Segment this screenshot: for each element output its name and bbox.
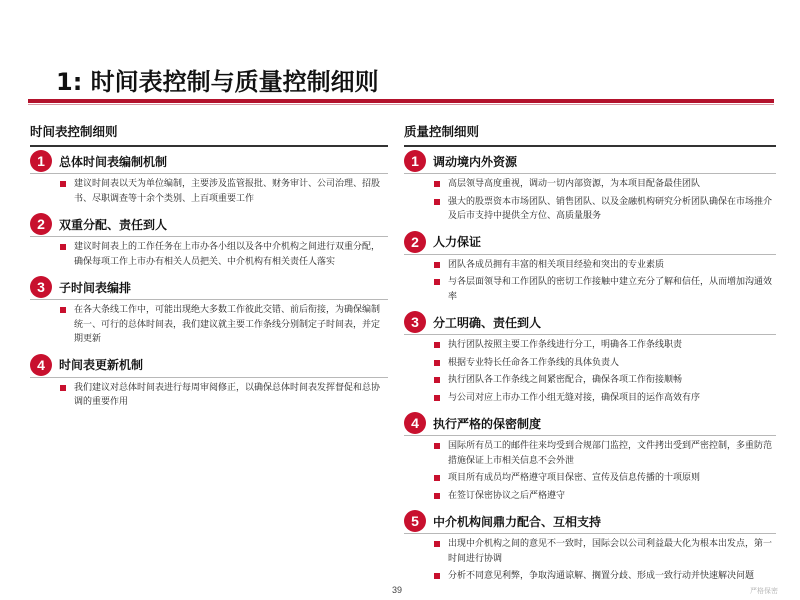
section-list [30,149,388,416]
bullet-list [404,534,776,590]
section-title: 人力保证 [433,235,482,249]
section [30,149,388,212]
section-number-badge: 4 [404,412,426,434]
square-bullet-icon [434,181,440,187]
bullet-item [432,356,776,371]
bullet-list [404,174,776,230]
section [404,310,776,411]
section-number-badge: 5 [404,510,426,532]
square-bullet-icon [434,443,440,449]
bullet-text: 出现中介机构之间的意见不一致时，国际会以公司利益最大化为根本出发点，第一时间进行协调 [448,539,773,564]
square-bullet-icon [434,342,440,348]
bullet-item [58,177,388,206]
bullet-item [58,240,388,269]
section [30,212,388,275]
bullet-text: 建议时间表上的工作任务在上市办各小组以及各中介机构之间进行双重分配，确保每项工作上市办有相关人员把关、中介机构有相关责任人落实 [74,242,381,267]
square-bullet-icon [60,385,66,391]
title-underline-shadow [28,104,774,105]
confidential-stamp: 严格保密 [750,587,778,595]
bullet-text: 建议时间表以天为单位编制，主要涉及监管报批、财务审计、公司治理、招股书、尽职调查等十余个类别、上百项重要工作 [74,179,381,204]
bullet-item [432,391,776,406]
square-bullet-icon [434,395,440,401]
section [30,353,388,416]
column-header-rule [404,145,776,147]
bullet-text: 高层领导高度重视，调动一切内部资源，为本项目配备最佳团队 [448,179,701,189]
bullet-item [58,381,388,410]
bullet-text: 执行团队各工作条线之间紧密配合，确保各项工作衔接顺畅 [448,375,683,385]
bullet-item [432,471,776,486]
column-header: 时间表控制细则 [30,124,118,139]
bullet-text: 与公司对应上市办工作小组无缝对接，确保项目的运作高效有序 [448,392,701,403]
section [404,509,776,590]
bullet-list [404,255,776,311]
square-bullet-icon [60,307,66,313]
square-bullet-icon [434,360,440,366]
section-title: 分工明确、责任到人 [433,315,542,330]
bullet-item [432,537,776,566]
section-title: 时间表更新机制 [59,358,144,372]
section [404,230,776,311]
column-header: 质量控制细则 [404,124,480,139]
section-header [404,230,776,254]
section-header [30,275,388,299]
section-number-badge: 2 [404,231,426,253]
section-list [404,149,776,590]
bullet-list [30,300,388,353]
section [404,411,776,509]
square-bullet-icon [434,573,440,579]
section-header [404,310,776,334]
bullet-list [30,237,388,275]
quality-control-column [404,118,776,590]
section-number-badge: 3 [404,311,426,333]
column-header-rule [30,145,388,147]
square-bullet-icon [434,475,440,481]
section-number-badge: 1 [404,150,426,172]
bullet-text: 团队各成员拥有丰富的相关项目经验和突出的专业素质 [448,259,665,270]
bullet-text: 分析不同意见利弊，争取沟通谅解、搁置分歧、形成一致行动并快速解决问题 [448,571,755,581]
section-title: 中介机构间鼎力配合、互相支持 [433,514,602,529]
page-number: 39 [392,585,403,595]
bullet-item [432,373,776,388]
square-bullet-icon [434,199,440,205]
bullet-item [432,489,776,504]
bullet-text: 我们建议对总体时间表进行每周审阅修正，以确保总体时间表发挥督促和总协调的重要作用 [74,382,381,407]
bullet-item [432,177,776,192]
square-bullet-icon [60,181,66,187]
bullet-text: 与各层面领导和工作团队的密切工作接触中建立充分了解和信任，从而增加沟通效率 [448,277,773,302]
bullet-item [432,569,776,584]
square-bullet-icon [434,377,440,383]
bullet-item [432,439,776,468]
bullet-list [404,436,776,509]
bullet-list [404,335,776,411]
square-bullet-icon [434,279,440,285]
bullet-text: 根据专业特长任命各工作条线的具体负责人 [448,357,620,368]
square-bullet-icon [434,493,440,499]
section-number-badge: 1 [30,150,52,172]
bullet-text: 国际所有员工的邮件往来均受到合规部门监控，文件拷出受到严密控制，多重防范措施保证上市相关信息不会外泄 [448,441,773,466]
section [404,149,776,230]
section-title: 总体时间表编制机制 [59,154,168,169]
bullet-item [58,303,388,347]
section-header [404,411,776,435]
bullet-list [30,174,388,212]
section-title: 子时间表编排 [59,280,132,295]
bullet-list [30,378,388,416]
section-title: 执行严格的保密制度 [433,416,542,431]
section-number-badge: 4 [30,354,52,376]
bullet-text: 在签订保密协议之后严格遵守 [448,490,566,501]
bullet-item [432,195,776,224]
section-header [404,149,776,173]
section-header [404,509,776,533]
square-bullet-icon [434,262,440,268]
section-number-badge: 3 [30,276,52,298]
bullet-text: 项目所有成员均严格遵守项目保密、宣传及信息传播的十项原则 [448,473,701,483]
square-bullet-icon [60,244,66,250]
square-bullet-icon [434,541,440,547]
section-header [30,212,388,236]
section [30,275,388,353]
section-title: 调动境内外资源 [433,154,518,169]
title-underline [28,99,774,103]
bullet-item [432,338,776,353]
bullet-text: 在各大条线工作中，可能出现绝大多数工作彼此交错、前后衔接，为确保编制统一、可行的总体时间表，我们建议就主要工作条线分别制定子时间表，并定期更新 [74,305,381,344]
section-header [30,149,388,173]
section-header [30,353,388,377]
section-number-badge: 2 [30,213,52,235]
bullet-item [432,258,776,273]
bullet-text: 执行团队按照主要工作条线进行分工，明确各工作条线职责 [448,340,683,350]
bullet-text: 强大的股票资本市场团队、销售团队、以及金融机构研究分析团队确保在市场推介及后市支持中提供全方位、高质量服务 [448,196,773,221]
timeline-control-column [30,118,388,416]
section-title: 双重分配、责任到人 [59,217,168,232]
bullet-item [432,275,776,304]
page-title: 1: 时间表控制与质量控制细则 [56,68,379,96]
